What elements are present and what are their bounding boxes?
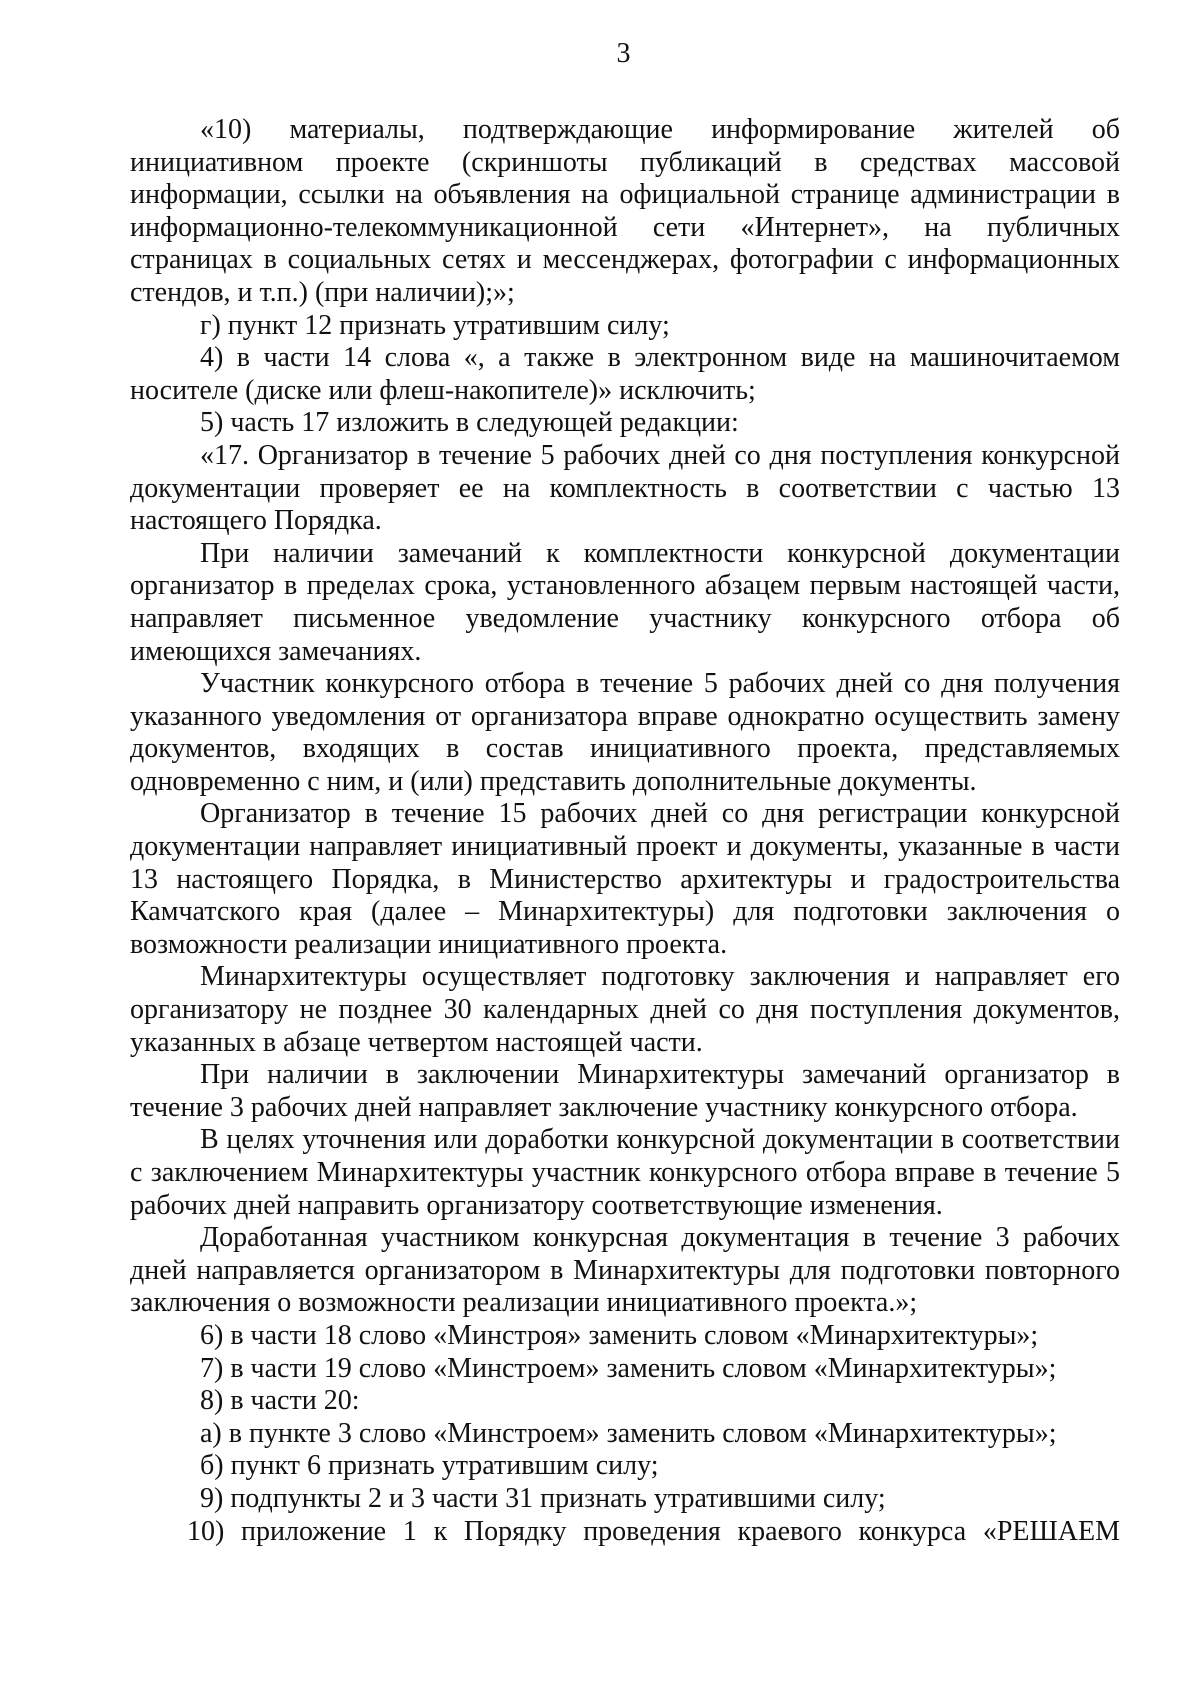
- paragraph-16: а) в пункте 3 слово «Минстроем» заменить словом «Минархитектуры»;: [200, 1417, 1057, 1449]
- paragraph-4: 5) часть 17 изложить в следующей редакции:: [200, 407, 739, 439]
- paragraph-1: «10) материалы, подтверждающие информирование жителей об инициативном проекте (скриншоты публикаций в средствах массовой информации, ссылки на объявления на официальной странице администрации в информационно-телекоммуникационной сети «Интернет», на публичных страницах в социальных сетях и мессенджерах, фотографии с информационных стендов, и т.п.) (при наличии);»;: [130, 114, 1120, 308]
- paragraph-3: 4) в части 14 слова «, а также в электронном виде на машиночитаемом носителе (диске или флеш-накопителе)» исключить;: [130, 342, 1120, 406]
- paragraph-2: г) пункт 12 признать утратившим силу;: [200, 309, 670, 341]
- paragraph-17: б) пункт 6 признать утратившим силу;: [200, 1450, 659, 1482]
- paragraph-7: Участник конкурсного отбора в течение 5 рабочих дней со дня получения указанного уведомления от организатора вправе однократно осуществить замену документов, входящих в состав инициативного проекта, представляемых одновременно с ним, и (или) представить дополнительные документы.: [130, 668, 1120, 797]
- paragraph-10: При наличии в заключении Минархитектуры замечаний организатор в течение 3 рабочих дней направляет заключение участнику конкурсного отбора.: [130, 1059, 1120, 1123]
- paragraph-9: Минархитектуры осуществляет подготовку заключения и направляет его организатору не позднее 30 календарных дней со дня поступления документов, указанных в абзаце четвертом настоящей части.: [130, 961, 1120, 1058]
- paragraph-15: 8) в части 20:: [200, 1385, 360, 1417]
- paragraph-5: «17. Организатор в течение 5 рабочих дней со дня поступления конкурсной документации проверяет ее на комплектность в соответствии с частью 13 настоящего Порядка.: [130, 439, 1120, 537]
- paragraph-18: 9) подпункты 2 и 3 части 31 признать утратившими силу;: [200, 1482, 886, 1514]
- page-number: 3: [616, 38, 631, 69]
- document-body: [130, 114, 1120, 1548]
- paragraph-14: 7) в части 19 слово «Минстроем» заменить словом «Минархитектуры»;: [200, 1352, 1057, 1384]
- paragraph-13: 6) в части 18 слово «Минстроя» заменить словом «Минархитектуры»;: [200, 1319, 1039, 1351]
- paragraph-8: Организатор в течение 15 рабочих дней со дня регистрации конкурсной документации направляет инициативный проект и документы, указанные в части 13 настоящего Порядка, в Министерство архитектуры и градостроительства Камчатского края (далее – Минархитектуры) для подготовки заключения о возможности реализации инициативного проекта.: [130, 798, 1120, 960]
- paragraph-19: 10) приложение 1 к Порядку проведения краевого конкурса «РЕШАЕМ: [187, 1515, 1120, 1547]
- paragraph-12: Доработанная участником конкурсная документация в течение 3 рабочих дней направляется организатором в Минархитектуры для подготовки повторного заключения о возможности реализации инициативного проекта.»;: [130, 1222, 1120, 1319]
- paragraph-6: При наличии замечаний к комплектности конкурсной документации организатор в пределах срока, установленного абзацем первым настоящей части, направляет письменное уведомление участнику конкурсного отбора об имеющихся замечаниях.: [130, 537, 1120, 667]
- paragraph-11: В целях уточнения или доработки конкурсной документации в соответствии с заключением Минархитектуры участник конкурсного отбора вправе в течение 5 рабочих дней направить организатору соответствующие изменения.: [130, 1124, 1120, 1221]
